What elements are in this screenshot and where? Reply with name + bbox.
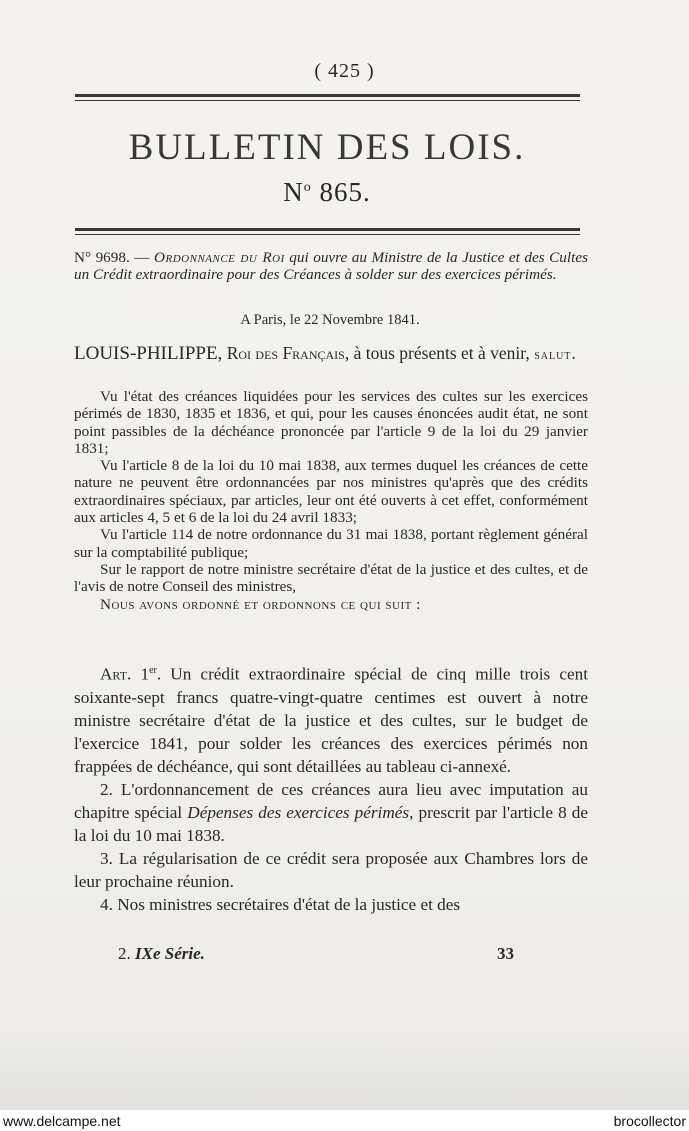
numero-sup: o — [303, 180, 312, 195]
article-2-italic: Dépenses des exercices périmés, — [187, 802, 414, 822]
mid-rule-thick — [75, 228, 580, 231]
consideration-paragraph: Vu l'état des créances liquidées pour les services des cultes sur les exercices périmés de 1830, 1835 et 1836, et qui, pour les causes énoncées audit état, ne sont point passibles de la déchéance prononcée par l'article 9 de la loi du 29 janvier 1831; — [74, 388, 588, 457]
footer-bulletin-no: 2. — [118, 944, 135, 963]
considerations — [74, 388, 588, 613]
consideration-paragraph: Vu l'article 114 de notre ordonnance du 31 mai 1838, portant règlement général sur la comptabilité publique; — [74, 526, 588, 561]
ordonnance-title: qui ouvre au Ministre de la Justice et des Cultes un Crédit extraordinaire pour des Créances à solder sur des exercices périmés. — [74, 249, 588, 284]
article-2-start: 2. L'ordonnancement de ces créances aura lieu avec imputation au chapitre spécial — [74, 779, 588, 822]
watermark — [0, 1113, 689, 1131]
article-1-text: . Un crédit extraordinaire spécial de cinq mille trois cent soixante-sept francs quatre-vingt-quatre centimes est ouvert à notre ministre secrétaire d'état de la justice et des cultes, sur le budget de l'exercice 1841, pour solder les créances des exercices périmés non frappées de déchéance, qui sont détaillées au tableau ci-annexé. — [74, 664, 588, 776]
salut-end: . — [571, 343, 576, 363]
footer-serie: IXe Série. — [135, 944, 205, 963]
numero-value: 865. — [311, 177, 371, 207]
consideration-paragraph: Sur le rapport de notre ministre secrétaire d'état de la justice et des cultes, et de l'avis de notre Conseil des ministres, — [74, 560, 588, 596]
salut: salut — [534, 348, 572, 363]
ordonnance-number: N° 9698. — — [74, 249, 155, 266]
article-1 — [74, 659, 588, 778]
article-1-sup: er — [149, 665, 157, 676]
ordonnance-date: A Paris, le 22 Novembre 1841. — [240, 312, 420, 328]
bulletin-title: BULLETIN DES LOIS. — [128, 127, 526, 168]
ordonnance-heading — [74, 249, 588, 284]
king-title: Roi des Français — [222, 343, 345, 363]
article-2-end: prescrit par l'article 8 de la loi du 10 mai 1838. — [74, 802, 588, 845]
article-1-label: Art. 1 — [100, 664, 150, 684]
top-rule-thin — [75, 100, 580, 101]
king-name: LOUIS-PHILIPPE, — [74, 343, 223, 364]
numero-prefix: N — [283, 177, 304, 207]
top-rule-thick — [75, 94, 580, 97]
mid-rule-thin — [75, 234, 580, 235]
watermark-right: brocollector — [613, 1113, 686, 1129]
watermark-left: www.delcampe.net — [3, 1113, 121, 1129]
article-2 — [74, 778, 588, 847]
bulletin-number — [0, 177, 654, 208]
footer-sheet-number: 33 — [497, 944, 514, 963]
page-number: ( 425 ) — [314, 60, 375, 82]
consideration-paragraph: Vu l'article 8 de la loi du 10 mai 1838, aux termes duquel les créances de cette nature ne peuvent être ordonnancées par nos ministres qu'après que des crédits extraordinaires spéciaux, par articles, leur ont été ouverts à cet effet, conformément aux articles 4, 5 et 6 de la loi du 24 avril 1833; — [74, 457, 588, 527]
preamble — [74, 343, 588, 366]
footer-left — [118, 944, 205, 964]
preamble-rest: , à tous présents et à venir, — [344, 343, 535, 363]
page-shadow — [0, 1030, 689, 1110]
ordonnance-title-sc: Ordonnance du Roi — [154, 249, 285, 266]
article-4: 4. Nos ministres secrétaires d'état de la justice et des — [100, 894, 461, 914]
article-3: 3. La régularisation de ce crédit sera proposée aux Chambres lors de leur prochaine réunion. — [74, 848, 588, 891]
ordonne-line: Nous avons ordonné et ordonnons ce qui suit : — [100, 595, 421, 613]
articles — [74, 659, 588, 916]
